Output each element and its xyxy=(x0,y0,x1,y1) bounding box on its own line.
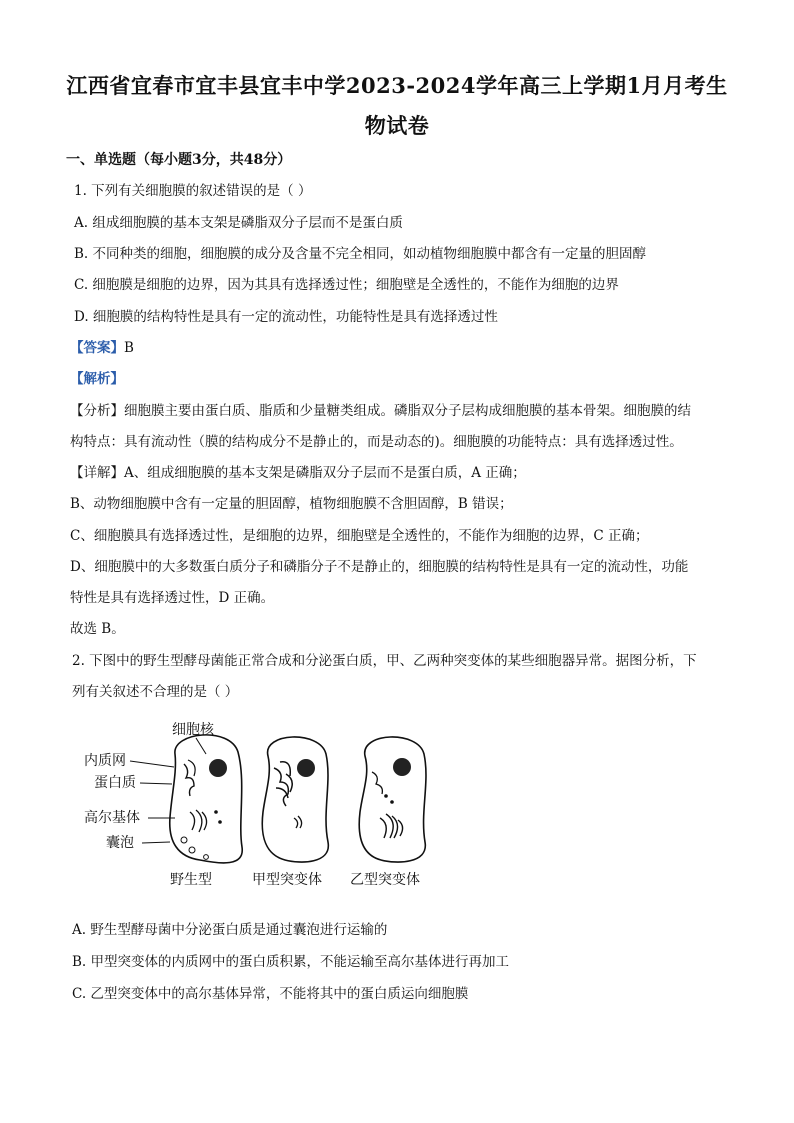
fenxi-line-2: 构特点：具有流动性（膜的结构成分不是静止的，而是动态的)。细胞膜的功能特点：具有选择透过性。 xyxy=(70,434,683,450)
question-2-option-b: B. 甲型突变体的内质网中的蛋白质积累，不能运输至高尔基体进行再加工 xyxy=(72,954,510,970)
yeast-cell-diagram xyxy=(80,712,440,897)
question-1-option-d: D. 细胞膜的结构特性是具有一定的流动性，功能特性是具有选择透过性 xyxy=(74,309,498,325)
label-vesicle: 囊泡 xyxy=(106,835,134,851)
answer-value: B xyxy=(124,340,134,356)
leader-protein xyxy=(140,783,172,784)
caption-wild-type: 野生型 xyxy=(170,872,212,888)
detail-line-d2: 特性是具有选择透过性，D 正确。 xyxy=(70,590,275,606)
xiangjie-tag: 【详解】 xyxy=(70,465,124,481)
xiangjie-text-1: A、组成细胞膜的基本支架是磷脂双分子层而不是蛋白质，A 正确； xyxy=(124,465,526,481)
answer-tag: 【答案】 xyxy=(70,340,124,356)
answer-line xyxy=(70,338,134,358)
section-heading: 一、单选题（每小题3分，共48分） xyxy=(66,152,292,168)
detail-line-b: B、动物细胞膜中含有一定量的胆固醇，植物细胞膜不含胆固醇，B 错误； xyxy=(70,496,513,512)
question-2-stem-line-1: 2. 下图中的野生型酵母菌能正常合成和分泌蛋白质，甲、乙两种突变体的某些细胞器异常。据图分析，下 xyxy=(72,653,697,669)
fenxi-tag: 【分析】 xyxy=(70,403,124,419)
conclusion-line: 故选 B。 xyxy=(70,621,125,637)
leader-nucleus xyxy=(196,738,206,754)
question-1-option-a: A. 组成细胞膜的基本支架是磷脂双分子层而不是蛋白质 xyxy=(74,215,403,231)
analysis-line xyxy=(70,369,124,389)
document-title-line-1: 江西省宜春市宜丰县宜丰中学2023-2024学年高三上学期1月月考生 xyxy=(66,73,728,98)
leader-er xyxy=(130,761,174,767)
question-2-option-a: A. 野生型酵母菌中分泌蛋白质是通过囊泡进行运输的 xyxy=(72,922,388,938)
question-1-stem: 1. 下列有关细胞膜的叙述错误的是（ ） xyxy=(74,183,312,199)
question-1-option-c: C. 细胞膜是细胞的边界，因为其具有选择透过性；细胞壁是全透性的，不能作为细胞的边界 xyxy=(74,277,619,293)
wild-type-cell xyxy=(170,735,242,863)
analysis-tag: 【解析】 xyxy=(70,371,124,387)
label-nucleus: 细胞核 xyxy=(172,722,214,738)
mutant-a-cell xyxy=(262,737,328,862)
question-2-stem-line-2: 列有关叙述不合理的是（ ） xyxy=(72,684,239,700)
yeast-cell-figure xyxy=(80,712,440,897)
document-title-line-2: 物试卷 xyxy=(364,113,430,138)
fenxi-line-1 xyxy=(70,401,691,421)
question-2-option-c: C. 乙型突变体中的高尔基体异常，不能将其中的蛋白质运向细胞膜 xyxy=(72,986,469,1002)
label-protein: 蛋白质 xyxy=(94,775,136,791)
label-golgi: 高尔基体 xyxy=(84,810,140,826)
detail-line-d1: D、细胞膜中的大多数蛋白质分子和磷脂分子不是静止的，细胞膜的结构特性是具有一定的流动性，功能 xyxy=(70,559,689,575)
fenxi-text-1: 细胞膜主要由蛋白质、脂质和少量糖类组成。磷脂双分子层构成细胞膜的基本骨架。细胞膜的结 xyxy=(124,403,691,419)
mutant-b-cell xyxy=(359,737,426,862)
caption-mutant-a: 甲型突变体 xyxy=(252,872,322,888)
leader-vesicle xyxy=(142,842,170,843)
detail-line-c: C、细胞膜具有选择透过性，是细胞的边界，细胞壁是全透性的，不能作为细胞的边界，C 正确； xyxy=(70,528,649,544)
caption-mutant-b: 乙型突变体 xyxy=(350,872,420,888)
label-er: 内质网 xyxy=(84,753,126,769)
xiangjie-line-1 xyxy=(70,463,526,483)
question-1-option-b: B. 不同种类的细胞，细胞膜的成分及含量不完全相同，如动植物细胞膜中都含有一定量的胆固醇 xyxy=(74,246,647,262)
